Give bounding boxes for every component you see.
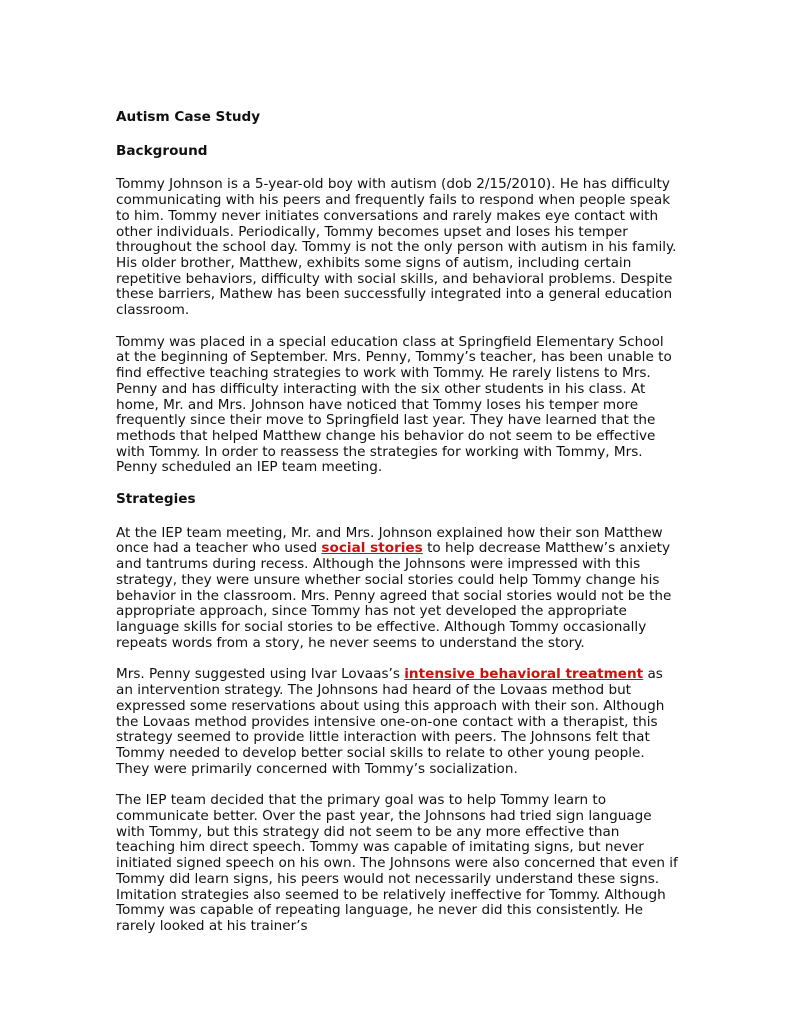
social-stories-link[interactable]: social stories bbox=[321, 540, 423, 557]
document-title: Autism Case Study bbox=[116, 109, 261, 125]
paragraph-text: as an intervention strategy. The Johnsons had heard of the Lovaas method but expressed some reservations about using this approach with their son. Although the Lovaas method provides intensive one-on-one contact with a therapist, this strategy seemed to provide little interaction with peers. The Johnsons felt that Tommy needed to develop better social skills to relate to other young people. They were primarily concerned with Tommy’s socialization. bbox=[116, 666, 665, 777]
strategies-paragraph-1 bbox=[116, 526, 678, 652]
paragraph-text: to help decrease Matthew’s anxiety and tantrums during recess. Although the Johnsons were impressed with this strategy, they were unsure whether social stories could help Tommy change his behavior in the classroom. Mrs. Penny agreed that social stories would not be the appropriate approach, since Tommy has not yet developed the appropriate language skills for social stories to be effective. Although Tommy occasionally repeats words from a story, he never seems to understand the story. bbox=[116, 540, 672, 651]
intensive-behavioral-treatment-link[interactable]: intensive behavioral treatment bbox=[404, 666, 644, 683]
strategies-paragraph-3: The IEP team decided that the primary goal was to help Tommy learn to communicate better. Over the past year, the Johnsons had tried sign language with Tommy, but this strategy did not seem to be any more effective than teaching him direct speech. Tommy was capable of imitating signs, but never initiated signed speech on his own. The Johnsons were also concerned that even if Tommy did learn signs, his peers would not necessarily understand these signs. Imitation strategies also seemed to be relatively ineffective for Tommy. Although Tommy was capable of repeating language, he never did this consistently. He rarely looked at his trainer’s bbox=[116, 792, 678, 934]
section-heading-strategies: Strategies bbox=[116, 491, 196, 508]
paragraph-text: At the IEP team meeting, Mr. and Mrs. Johnson explained how their son Matthew once had a teacher who used bbox=[116, 524, 663, 557]
background-paragraph-2: Tommy was placed in a special education class at Springfield Elementary School at the beginning of September. Mrs. Penny, Tommy’s teacher, has been unable to find effective teaching strategies to work with Tommy. He rarely listens to Mrs. Penny and has difficulty interacting with the six other students in his class. At home, Mr. and Mrs. Johnson have noticed that Tommy loses his temper more frequently since their move to Springfield last year. They have learned that the methods that helped Matthew change his behavior do not seem to be effective with Tommy. In order to reassess the strategies for working with Tommy, Mrs. Penny scheduled an IEP team meeting. bbox=[116, 333, 672, 476]
background-paragraph-1: Tommy Johnson is a 5-year-old boy with autism (dob 2/15/2010). He has difficulty communicating with his peers and frequently fails to respond when people speak to him. Tommy never initiates conversations and rarely makes eye contact with other individuals. Periodically, Tommy becomes upset and loses his temper throughout the school day. Tommy is not the only person with autism in his family. His older brother, Matthew, exhibits some signs of autism, including certain repetitive behaviors, difficulty with social skills, and behavioral problems. Despite these barriers, Mathew has been successfully integrated into a general education classroom. bbox=[116, 176, 677, 319]
strategies-paragraph-2 bbox=[116, 667, 678, 777]
section-heading-background: Background bbox=[116, 142, 208, 159]
document-page bbox=[116, 110, 678, 951]
paragraph-text: Mrs. Penny suggested using Ivar Lovaas’s bbox=[116, 666, 405, 683]
